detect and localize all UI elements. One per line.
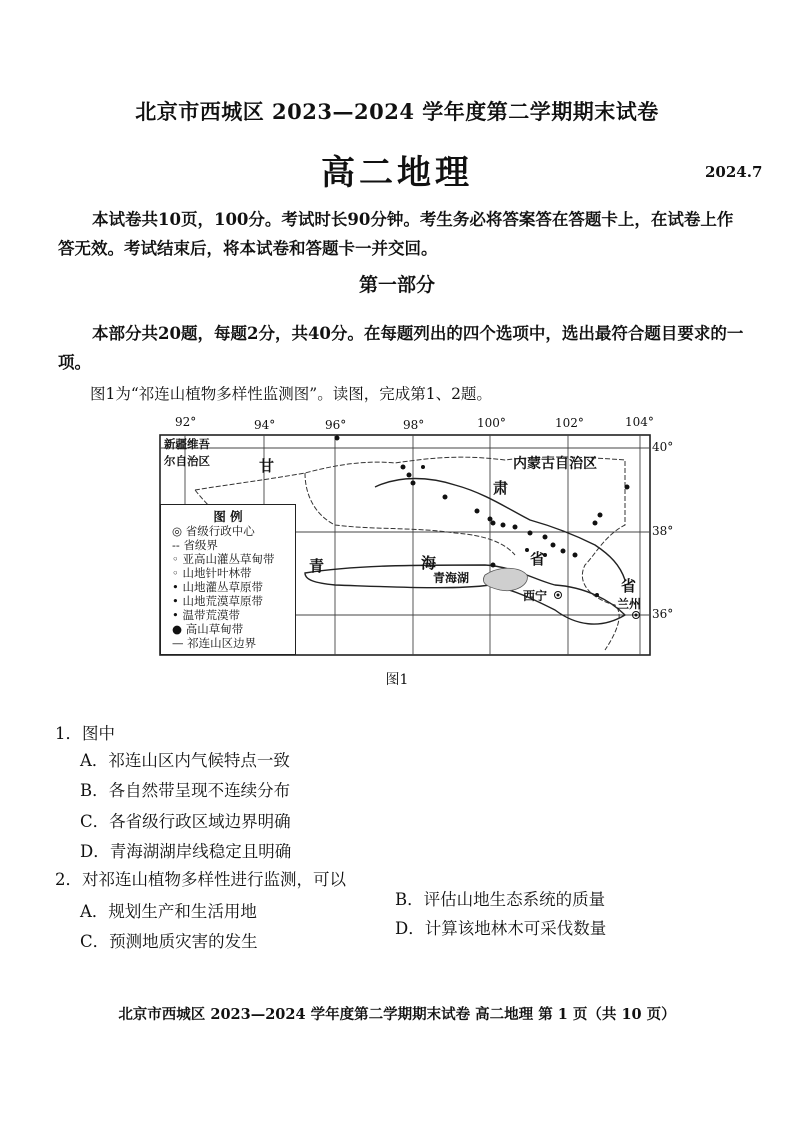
legend-item: • 山地灌丛草原带	[172, 580, 263, 594]
region-label-neimenggu: 内蒙古自治区	[513, 456, 597, 472]
region-label-qing: 青	[309, 557, 325, 575]
exam-date: 2024.7	[705, 163, 763, 181]
region-label-gan: 甘	[259, 457, 275, 475]
qilian-map	[155, 415, 674, 669]
question-option: D．计算该地林木可采伐数量	[395, 919, 607, 938]
legend-item: ◎ 省级行政中心	[172, 524, 255, 538]
region-label-xining: 西宁	[523, 589, 548, 603]
dot-icon: •	[172, 594, 179, 608]
capital-icon: ◎	[172, 524, 183, 538]
lat-label: 38°	[652, 524, 674, 538]
legend-item: ● 高山草甸带	[172, 622, 244, 636]
legend-item: ◦ 山地针叶林带	[172, 566, 252, 580]
lon-label: 94°	[254, 418, 276, 432]
dot-icon: ●	[172, 622, 183, 636]
part-title: 第一部分	[358, 274, 435, 296]
dot-icon: •	[172, 608, 179, 622]
region-label-lanzhou: 兰州	[617, 597, 642, 611]
page-footer: 北京市西城区 2023—2024 学年度第二学期期末试卷 高二地理 第 1 页（共 10 页）	[118, 1006, 676, 1023]
question-stem: 1．图中	[55, 724, 115, 743]
figure-caption: 图1	[385, 672, 409, 688]
question-option: C．各省级行政区域边界明确	[80, 812, 291, 831]
region-label-su: 肃	[493, 479, 509, 497]
circle-icon: ◦	[172, 566, 179, 580]
exam-title: 北京市西城区 2023—2024 学年度第二学期期末试卷	[135, 99, 659, 124]
lat-label: 36°	[652, 607, 674, 621]
lon-label: 100°	[477, 416, 506, 430]
dash-line-icon: --	[172, 538, 180, 552]
question-option: C．预测地质灾害的发生	[80, 932, 258, 951]
question-option: B．各自然带呈现不连续分布	[80, 781, 291, 800]
region-label-gansu-sheng: 省	[621, 577, 637, 595]
legend-item: • 温带荒漠带	[172, 608, 240, 622]
legend-item: ◦ 亚高山灌丛草甸带	[172, 552, 275, 566]
subject-title: 高二地理	[321, 153, 473, 193]
question-stem: 2．对祁连山植物多样性进行监测，可以	[55, 870, 346, 889]
exam-instructions: 本试卷共10页，100分。考试时长90分钟。考生务必将答案答在答题卡上，在试卷上作答无效。考试结束后，将本试卷和答题卡一并交回。	[58, 210, 734, 258]
figure-intro: 图1为“祁连山植物多样性监测图”。读图，完成第1、2题。	[90, 385, 492, 403]
region-label-hai: 海	[421, 554, 437, 572]
legend-title: 图 例	[213, 509, 243, 524]
question-option: A．规划生产和生活用地	[80, 902, 257, 921]
question-option: D．青海湖湖岸线稳定且明确	[80, 842, 292, 861]
part-intro: 本部分共20题，每题2分，共40分。在每题列出的四个选项中，选出最符合题目要求的一项。	[58, 324, 744, 372]
legend-item: — 祁连山区边界	[172, 636, 257, 650]
lon-label: 98°	[403, 418, 425, 432]
map-legend	[160, 504, 296, 655]
region-label-xinjiang: 新疆维吾尔自治区	[164, 437, 210, 468]
lat-label: 40°	[652, 440, 674, 454]
circle-icon: ◦	[172, 552, 179, 566]
lon-label: 96°	[325, 418, 347, 432]
lon-label: 102°	[555, 416, 584, 430]
question-option: B．评估山地生态系统的质量	[395, 890, 606, 909]
question-option: A．祁连山区内气候特点一致	[80, 751, 290, 770]
dot-icon: •	[172, 580, 179, 594]
legend-item: • 山地荒漠草原带	[172, 594, 263, 608]
lon-label: 104°	[625, 415, 654, 429]
region-label-qinghaihu: 青海湖	[433, 571, 470, 585]
line-icon: —	[172, 636, 184, 650]
legend-item: -- 省级界	[172, 538, 218, 552]
lon-label: 92°	[175, 415, 197, 429]
region-label-sheng: 省	[530, 550, 546, 568]
